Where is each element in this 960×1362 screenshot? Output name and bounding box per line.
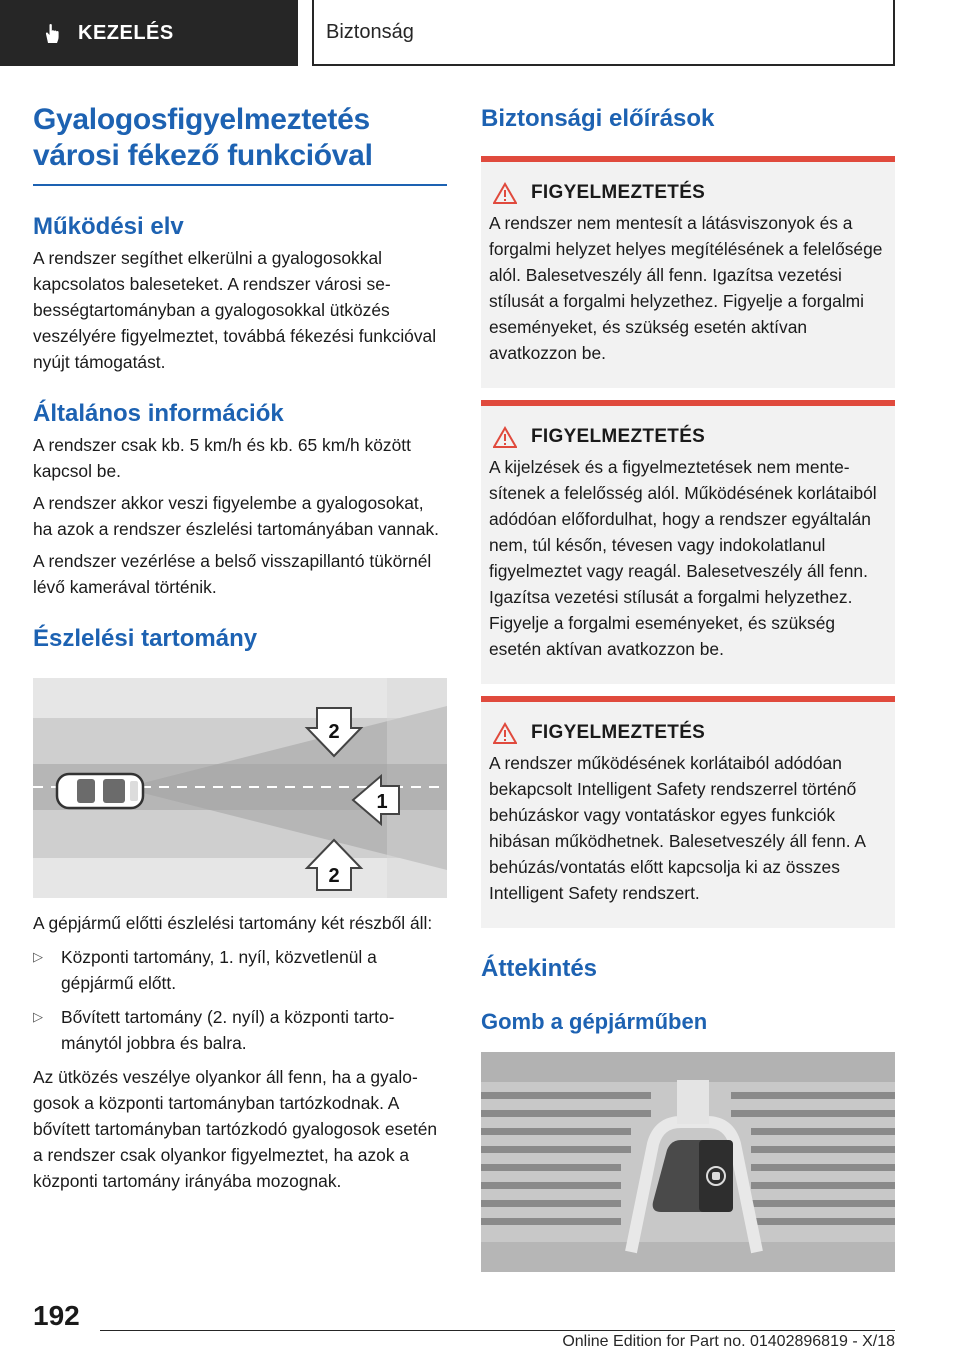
detection-range-diagram — [33, 678, 447, 898]
car-icon — [57, 774, 143, 808]
list-item-text: Bővített tartomány (2. nyíl) a központi tartománytól jobbra és balra. — [61, 1007, 395, 1053]
arrow-label-2-bottom: 2 — [328, 865, 340, 887]
general-info-p1: A rendszer csak kb. 5 km/h és kb. 65 km/h között kapcsol be. — [33, 435, 411, 481]
general-info-p3: A rendszer vezérlése a belső visszapillantó tükörnél lévő kamerával történik. — [33, 551, 432, 597]
vehicle-button-photo — [481, 1052, 895, 1272]
triangle-bullet-icon: ▷ — [33, 949, 43, 964]
warning-triangle-icon — [493, 722, 517, 744]
section-tab — [0, 0, 298, 66]
heading-principle: Működési elv — [33, 213, 184, 240]
chapter-title: Biztonság — [312, 0, 895, 66]
warning-text: A rendszer nem mentesít a látásviszonyok és a forgalmi helyzet helyes megítélésének a felelősége alól. Balesetveszély áll fenn. Igazítsa vezetési stílusát a forgalmi helyzethez. Figyelje a forgalmi eseményeket, és szükség esetén aktívan avatkozzon be. — [489, 213, 883, 363]
page-title — [33, 102, 447, 174]
arrow-label-2-top: 2 — [328, 721, 340, 743]
list-item-text: Központi tartomány, 1. nyíl, közvetlenül a gépjármű előtt. — [61, 947, 377, 993]
list-item — [33, 944, 447, 996]
warning-title: FIGYELMEZTETÉS — [531, 722, 706, 743]
detection-range-intro: A gépjármű előtti észlelési tartomány két részből áll: — [33, 913, 433, 933]
page-title-line1: Gyalogosfigyelmeztetés — [33, 103, 370, 136]
detection-range-figure — [33, 678, 447, 898]
arrow-label-1: 1 — [376, 791, 388, 813]
triangle-bullet-icon: ▷ — [33, 1009, 43, 1024]
hand-pointer-icon — [40, 21, 64, 45]
right-column — [481, 102, 895, 1272]
general-info-p2: A rendszer akkor veszi figyelembe a gyalogosokat, ha azok a rendszer észlelési tartományában vannak. — [33, 493, 440, 539]
detection-range-closing: Az ütközés veszélye olyankor áll fenn, ha a gyalogosok a központi tartományban tartózkodnak. A bővített tartományban tartózkodó gyalogosok esetén a rendszer csak olyankor figyelmeztet, ha azok a központi tartomány irányába mozognak. — [33, 1067, 438, 1191]
heading-overview: Áttekintés — [481, 955, 598, 982]
warning-box — [481, 156, 895, 388]
warning-triangle-icon — [493, 182, 517, 204]
left-column — [33, 102, 447, 1194]
warning-triangle-icon — [493, 426, 517, 448]
warning-title: FIGYELMEZTETÉS — [531, 426, 706, 447]
warning-text: A rendszer működésének korlátaiból adódóan bekapcsolt Intelligent Safety rendszerrel történő behúzáskor vagy vontatáskor egyes funkciók hibásan működhetnek. Balesetveszély áll fenn. A behúzás/vontatás előtt kapcsolja ki az összes Intelligent Safety rendszert. — [489, 753, 866, 903]
heading-detection-range: Észlelési tartomány — [33, 625, 258, 652]
heading-safety: Biztonsági előírások — [481, 105, 715, 132]
page-title-line2: városi fékező funkcióval — [33, 139, 373, 172]
page-number: 192 — [33, 1300, 80, 1331]
vehicle-button-illustration — [481, 1052, 895, 1272]
heading-button-in-vehicle: Gomb a gépjárműben — [481, 1009, 708, 1034]
list-item — [33, 1004, 447, 1056]
warning-text: A kijelzések és a figyelmeztetések nem mentesítenek a felelősség alól. Működésének korlátaiból adódóan előfordulhat, hogy a rendszer egyáltalán nem, túl későn, tévesen vagy indokolatlanul figyelmeztet vagy reagál. Balesetveszély áll fenn. Igazítsa vezetési stílusát a forgalmi helyzethez. Figyelje a forgalmi eseményeket, és szükség esetén aktívan avatkozzon be. — [489, 457, 877, 659]
title-rule — [33, 184, 447, 186]
warning-title: FIGYELMEZTETÉS — [531, 182, 706, 203]
warning-box — [481, 400, 895, 684]
warning-box — [481, 696, 895, 928]
section-tab-label: KEZELÉS — [78, 21, 174, 44]
principle-text: A rendszer segíthet elkerülni a gyalogosokkal kapcsolatos baleseteket. A rendszer városi sebességtartományban a gyalogosokkal ütközés veszélyére figyelmeztet, továbbá fékezési funkcióval nyújt támogatást. — [33, 248, 437, 372]
heading-general-info: Általános információk — [33, 400, 284, 427]
edition-footer: Online Edition for Part no. 01402896819 - X/18 — [562, 1333, 895, 1350]
footer-rule — [100, 1330, 895, 1331]
